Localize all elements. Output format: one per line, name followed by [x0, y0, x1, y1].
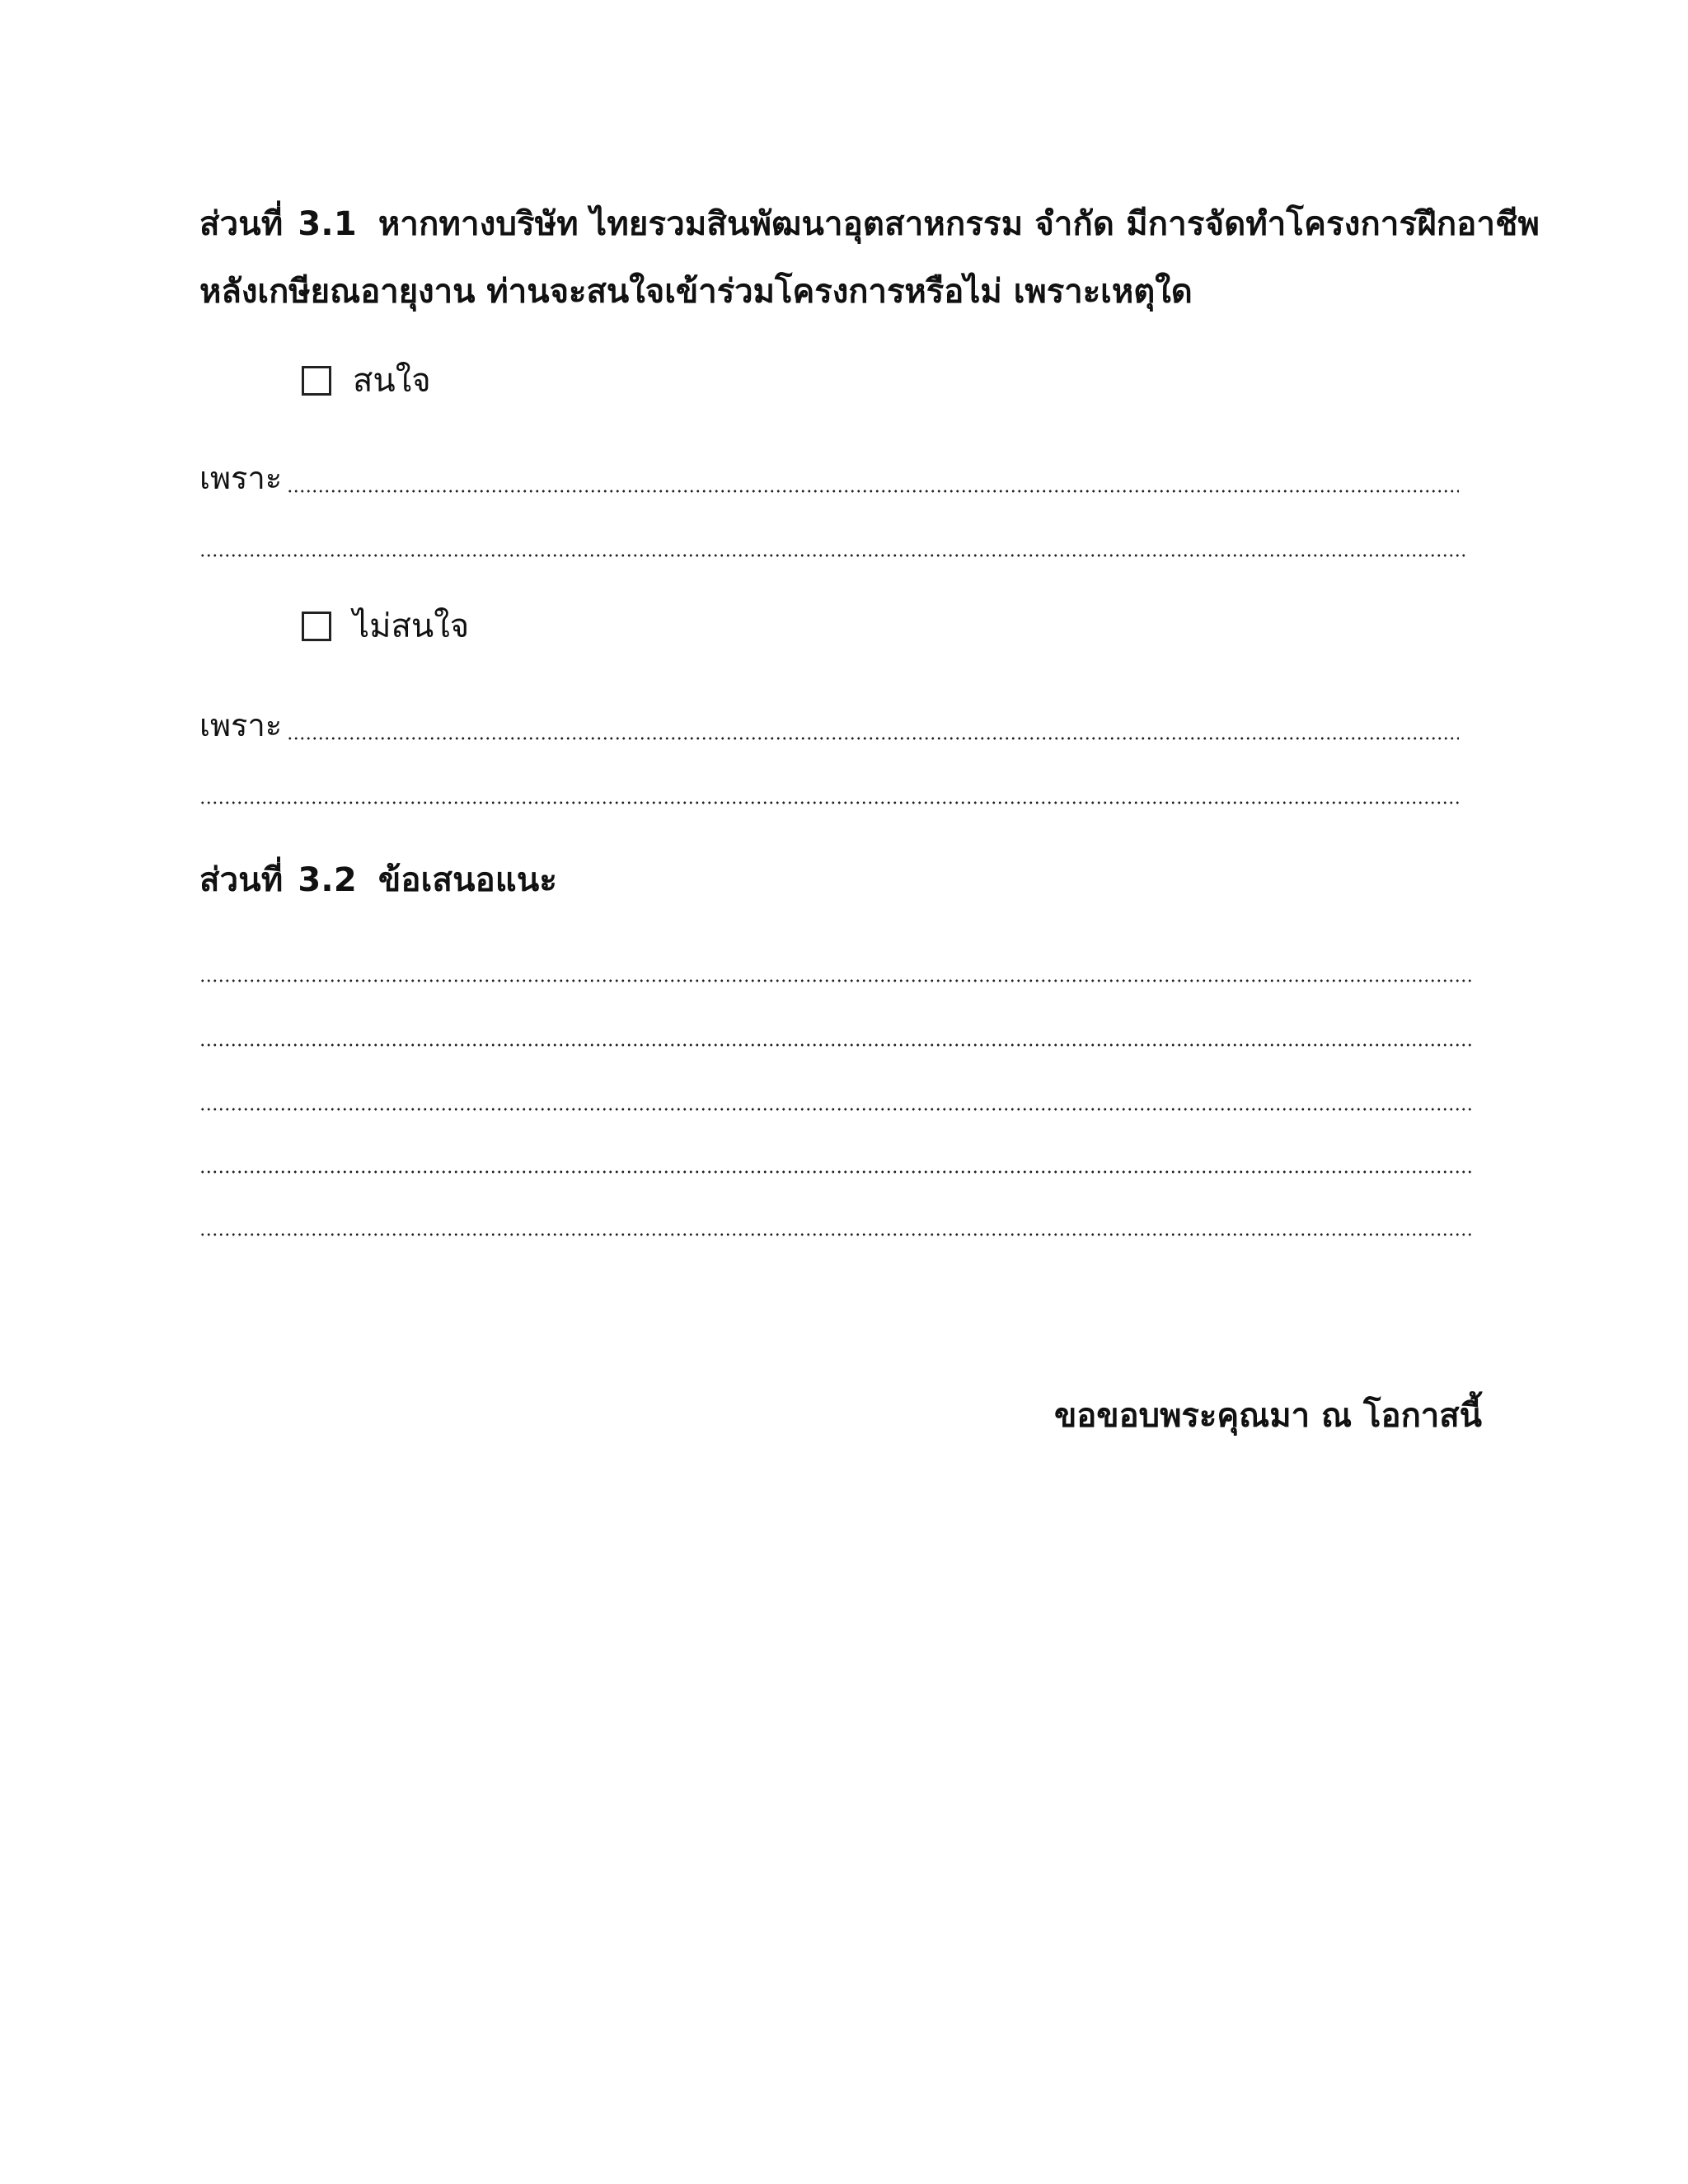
suggestion-line-4[interactable]	[199, 1136, 1474, 1182]
interested-reason-field-1[interactable]	[287, 490, 1459, 493]
interested-checkbox[interactable]	[302, 366, 331, 396]
not-interested-reason-field-2[interactable]	[199, 801, 1459, 804]
suggestion-line-3[interactable]	[199, 1073, 1474, 1119]
closing-thanks: ขอขอบพระคุณมา ณ โอกาสนี้	[1053, 1397, 1482, 1435]
section-3-2-title: ข้อเสนอแนะ	[377, 861, 558, 899]
not-interested-reason-field-1[interactable]	[287, 737, 1459, 740]
interested-reason-line-2[interactable]	[199, 519, 1465, 565]
section-3-2-prefix: ส่วนที่	[199, 861, 284, 899]
suggestion-field-5[interactable]	[199, 1233, 1474, 1236]
section-3-1-question-line1: หากทางบริษัท ไทยรวมสินพัฒนาอุตสาหกรรม จำกัด มีการจัดทำโครงการฝึกอาชีพ	[377, 205, 1540, 243]
suggestion-field-3[interactable]	[199, 1108, 1474, 1111]
not-interested-reason-line-1[interactable]	[199, 702, 1459, 748]
interested-reason-line-1[interactable]	[199, 455, 1459, 501]
suggestion-field-4[interactable]	[199, 1170, 1474, 1174]
suggestion-field-1[interactable]	[199, 979, 1474, 982]
suggestion-field-2[interactable]	[199, 1043, 1474, 1047]
section-3-1-number: 3.1	[298, 205, 357, 243]
suggestion-line-2[interactable]	[199, 1009, 1474, 1055]
interested-reason-field-2[interactable]	[199, 554, 1465, 557]
option-interested[interactable]	[302, 356, 431, 405]
not-interested-label: ไม่สนใจ	[353, 607, 470, 645]
option-not-interested[interactable]	[302, 602, 469, 651]
not-interested-because-label: เพราะ	[199, 707, 283, 743]
interested-label: สนใจ	[353, 362, 431, 400]
suggestion-line-5[interactable]	[199, 1198, 1474, 1244]
not-interested-reason-line-2[interactable]	[199, 766, 1459, 813]
suggestion-line-1[interactable]	[199, 944, 1474, 991]
section-3-2-heading	[199, 857, 557, 903]
section-3-1-question-line2: หลังเกษียณอายุงาน ท่านจะสนใจเข้าร่วมโครงการหรือไม่ เพราะเหตุใด	[199, 273, 1193, 311]
section-3-1-prefix: ส่วนที่	[199, 205, 284, 243]
section-3-1-heading	[199, 201, 1540, 247]
not-interested-checkbox[interactable]	[302, 612, 331, 641]
interested-because-label: เพราะ	[199, 460, 283, 496]
section-3-2-number: 3.2	[298, 861, 357, 899]
